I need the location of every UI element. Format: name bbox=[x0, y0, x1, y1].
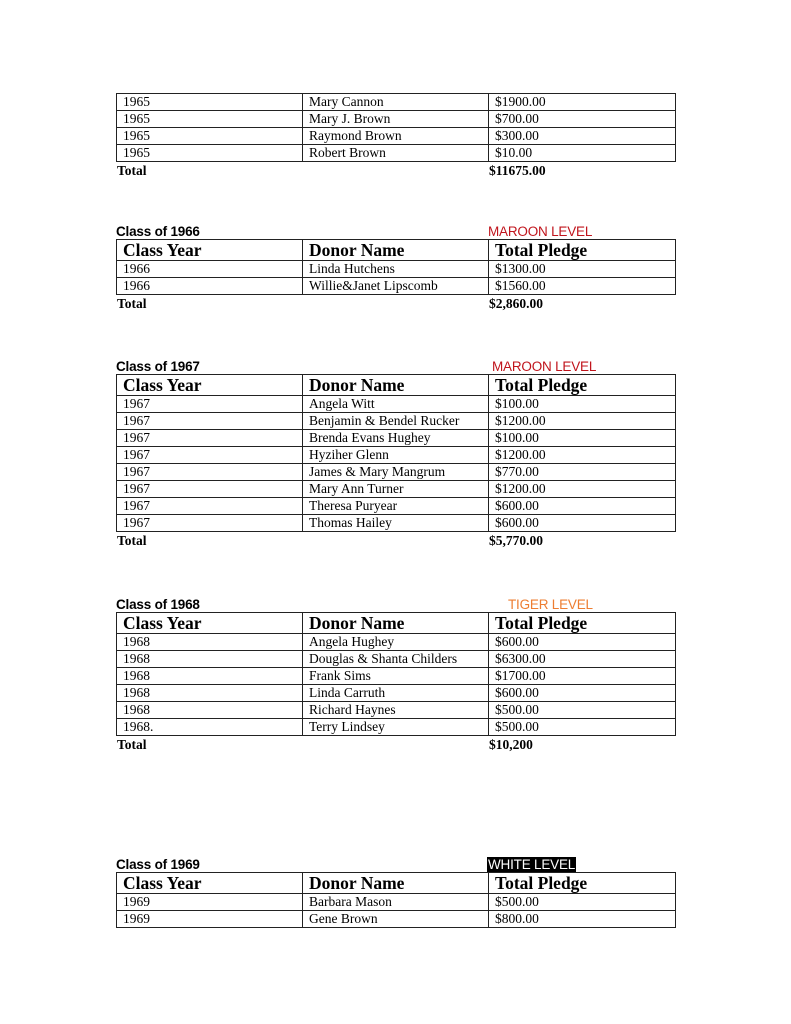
class-1965-section bbox=[116, 93, 675, 179]
class-1968-table bbox=[116, 612, 676, 736]
class-1965-table bbox=[116, 93, 676, 162]
class-year-cell: 1968 bbox=[117, 685, 303, 702]
column-header-donor-name: Donor Name bbox=[303, 375, 489, 396]
table-row bbox=[117, 94, 676, 111]
column-header-donor-name: Donor Name bbox=[303, 873, 489, 894]
class-year-cell: 1968 bbox=[117, 651, 303, 668]
table-row bbox=[117, 911, 676, 928]
class-title: Class of 1969 bbox=[116, 857, 200, 872]
pledge-cell: $770.00 bbox=[489, 464, 676, 481]
level-badge: MAROON LEVEL bbox=[492, 359, 597, 374]
pledge-cell: $1200.00 bbox=[489, 447, 676, 464]
table-row bbox=[117, 515, 676, 532]
class-1966-table bbox=[116, 239, 676, 295]
table-row bbox=[117, 413, 676, 430]
column-header-class-year: Class Year bbox=[117, 240, 303, 261]
class-year-cell: 1967 bbox=[117, 464, 303, 481]
donor-name-cell: Angela Witt bbox=[303, 396, 489, 413]
donor-name-cell: Barbara Mason bbox=[303, 894, 489, 911]
class-year-cell: 1968 bbox=[117, 634, 303, 651]
column-header-total-pledge: Total Pledge bbox=[489, 613, 676, 634]
pledge-cell: $1200.00 bbox=[489, 413, 676, 430]
column-header-total-pledge: Total Pledge bbox=[489, 375, 676, 396]
class-year-cell: 1969 bbox=[117, 911, 303, 928]
donor-name-cell: Linda Hutchens bbox=[303, 261, 489, 278]
total-value: $10,200 bbox=[489, 737, 533, 752]
pledge-cell: $700.00 bbox=[489, 111, 676, 128]
table-row bbox=[117, 261, 676, 278]
class-year-cell: 1968 bbox=[117, 702, 303, 719]
header-row bbox=[117, 375, 676, 396]
pledge-cell: $600.00 bbox=[489, 634, 676, 651]
total-row bbox=[116, 162, 675, 179]
pledge-cell: $500.00 bbox=[489, 719, 676, 736]
header-row bbox=[117, 240, 676, 261]
total-label: Total bbox=[117, 533, 147, 548]
total-label: Total bbox=[117, 163, 147, 178]
class-year-cell: 1967 bbox=[117, 430, 303, 447]
column-header-donor-name: Donor Name bbox=[303, 613, 489, 634]
donor-name-cell: Theresa Puryear bbox=[303, 498, 489, 515]
header-row bbox=[117, 873, 676, 894]
pledge-cell: $300.00 bbox=[489, 128, 676, 145]
table-row bbox=[117, 685, 676, 702]
donor-name-cell: Richard Haynes bbox=[303, 702, 489, 719]
donor-name-cell: Mary Cannon bbox=[303, 94, 489, 111]
total-row bbox=[116, 736, 675, 753]
table-row bbox=[117, 719, 676, 736]
table-row bbox=[117, 396, 676, 413]
donor-name-cell: Willie&Janet Lipscomb bbox=[303, 278, 489, 295]
table-row bbox=[117, 447, 676, 464]
class-year-cell: 1965 bbox=[117, 128, 303, 145]
table-row bbox=[117, 145, 676, 162]
table-row bbox=[117, 464, 676, 481]
class-year-cell: 1967 bbox=[117, 515, 303, 532]
donor-name-cell: Mary Ann Turner bbox=[303, 481, 489, 498]
total-label: Total bbox=[117, 296, 147, 311]
class-title: Class of 1966 bbox=[116, 224, 200, 239]
table-row bbox=[117, 894, 676, 911]
column-header-class-year: Class Year bbox=[117, 613, 303, 634]
donor-name-cell: Robert Brown bbox=[303, 145, 489, 162]
donor-name-cell: Brenda Evans Hughey bbox=[303, 430, 489, 447]
table-row bbox=[117, 430, 676, 447]
donor-name-cell: Gene Brown bbox=[303, 911, 489, 928]
table-row bbox=[117, 278, 676, 295]
column-header-total-pledge: Total Pledge bbox=[489, 240, 676, 261]
table-row bbox=[117, 668, 676, 685]
pledge-cell: $6300.00 bbox=[489, 651, 676, 668]
column-header-total-pledge: Total Pledge bbox=[489, 873, 676, 894]
table-row bbox=[117, 111, 676, 128]
table-row bbox=[117, 481, 676, 498]
table-row bbox=[117, 702, 676, 719]
total-value: $2,860.00 bbox=[489, 296, 543, 311]
donor-name-cell: James & Mary Mangrum bbox=[303, 464, 489, 481]
level-badge: TIGER LEVEL bbox=[508, 597, 593, 612]
pledge-cell: $1700.00 bbox=[489, 668, 676, 685]
pledge-cell: $1560.00 bbox=[489, 278, 676, 295]
total-row bbox=[116, 532, 675, 549]
class-1969-section bbox=[116, 855, 675, 928]
total-label: Total bbox=[117, 737, 147, 752]
column-header-donor-name: Donor Name bbox=[303, 240, 489, 261]
column-header-class-year: Class Year bbox=[117, 873, 303, 894]
donor-name-cell: Benjamin & Bendel Rucker bbox=[303, 413, 489, 430]
pledge-cell: $800.00 bbox=[489, 911, 676, 928]
class-year-cell: 1965 bbox=[117, 145, 303, 162]
donor-name-cell: Douglas & Shanta Childers bbox=[303, 651, 489, 668]
class-1966-section bbox=[116, 222, 675, 312]
pledge-cell: $600.00 bbox=[489, 515, 676, 532]
donor-name-cell: Angela Hughey bbox=[303, 634, 489, 651]
pledge-cell: $1200.00 bbox=[489, 481, 676, 498]
pledge-cell: $10.00 bbox=[489, 145, 676, 162]
pledge-cell: $500.00 bbox=[489, 894, 676, 911]
class-year-cell: 1967 bbox=[117, 498, 303, 515]
level-badge: MAROON LEVEL bbox=[488, 224, 593, 239]
class-year-cell: 1967 bbox=[117, 481, 303, 498]
class-title: Class of 1968 bbox=[116, 597, 200, 612]
header-row bbox=[117, 613, 676, 634]
total-row bbox=[116, 295, 675, 312]
class-1969-table bbox=[116, 872, 676, 928]
pledge-cell: $600.00 bbox=[489, 685, 676, 702]
class-year-cell: 1969 bbox=[117, 894, 303, 911]
class-year-cell: 1967 bbox=[117, 413, 303, 430]
class-year-cell: 1966 bbox=[117, 261, 303, 278]
table-row bbox=[117, 128, 676, 145]
class-year-cell: 1966 bbox=[117, 278, 303, 295]
total-value: $5,770.00 bbox=[489, 533, 543, 548]
donor-name-cell: Thomas Hailey bbox=[303, 515, 489, 532]
class-1967-table bbox=[116, 374, 676, 532]
donor-name-cell: Terry Lindsey bbox=[303, 719, 489, 736]
table-row bbox=[117, 651, 676, 668]
class-1968-section bbox=[116, 595, 675, 753]
pledge-cell: $600.00 bbox=[489, 498, 676, 515]
class-1967-section bbox=[116, 357, 675, 549]
donor-name-cell: Linda Carruth bbox=[303, 685, 489, 702]
table-row bbox=[117, 498, 676, 515]
class-year-cell: 1968. bbox=[117, 719, 303, 736]
pledge-cell: $1900.00 bbox=[489, 94, 676, 111]
column-header-class-year: Class Year bbox=[117, 375, 303, 396]
table-row bbox=[117, 634, 676, 651]
pledge-cell: $1300.00 bbox=[489, 261, 676, 278]
donor-name-cell: Raymond Brown bbox=[303, 128, 489, 145]
class-year-cell: 1965 bbox=[117, 111, 303, 128]
pledge-cell: $100.00 bbox=[489, 396, 676, 413]
pledge-cell: $500.00 bbox=[489, 702, 676, 719]
class-year-cell: 1968 bbox=[117, 668, 303, 685]
donor-name-cell: Hyziher Glenn bbox=[303, 447, 489, 464]
donor-name-cell: Mary J. Brown bbox=[303, 111, 489, 128]
total-value: $11675.00 bbox=[489, 163, 546, 178]
pledge-cell: $100.00 bbox=[489, 430, 676, 447]
class-year-cell: 1965 bbox=[117, 94, 303, 111]
level-badge: WHITE LEVEL bbox=[488, 857, 576, 872]
class-title: Class of 1967 bbox=[116, 359, 200, 374]
class-year-cell: 1967 bbox=[117, 447, 303, 464]
class-year-cell: 1967 bbox=[117, 396, 303, 413]
donor-name-cell: Frank Sims bbox=[303, 668, 489, 685]
